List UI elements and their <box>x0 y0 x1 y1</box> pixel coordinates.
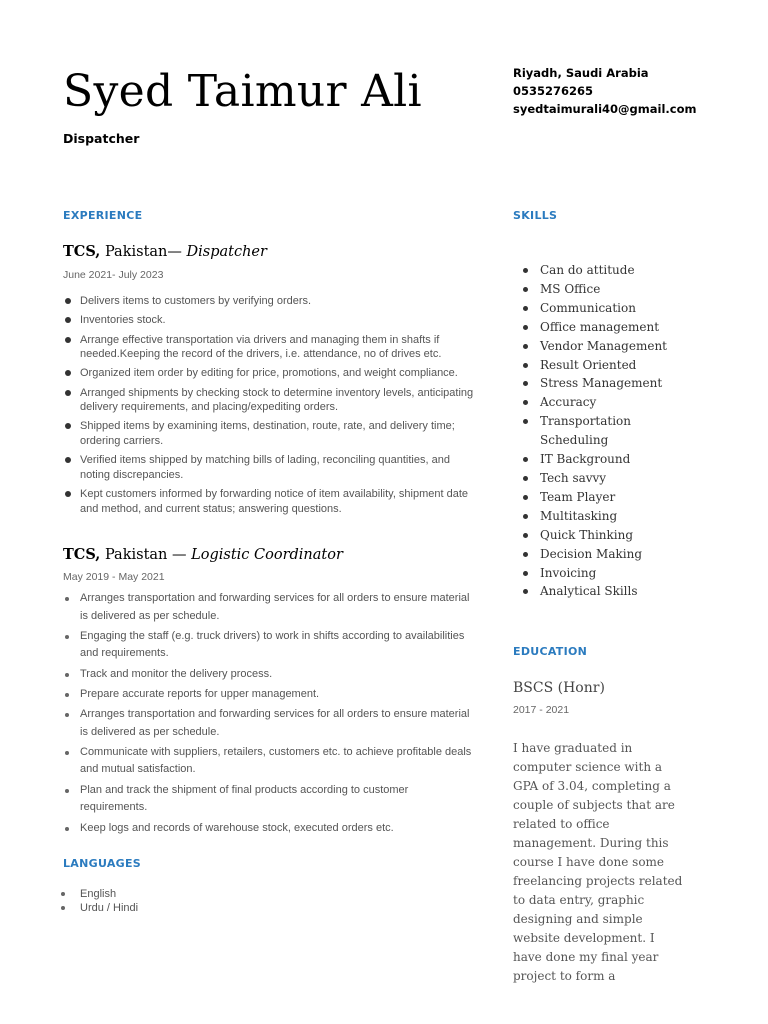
education-dates: 2017 - 2021 <box>513 704 570 716</box>
job-2-role: Logistic Coordinator <box>191 547 343 563</box>
list-item: Invoicing <box>513 564 688 583</box>
list-item: Inventories stock. <box>63 313 478 328</box>
job-2-duties <box>63 590 478 840</box>
list-item: Track and monitor the delivery process. <box>63 666 478 684</box>
skills-heading: SKILLS <box>513 209 558 222</box>
list-item: Communication <box>513 299 688 318</box>
experience-heading: EXPERIENCE <box>63 209 143 222</box>
list-item: Tech savvy <box>513 469 688 488</box>
job-1-dates: June 2021- July 2023 <box>63 269 164 281</box>
list-item: Office management <box>513 318 688 337</box>
list-item: Organized item order by editing for price, promotions, and weight compliance. <box>63 366 478 381</box>
list-item: Multitasking <box>513 507 688 526</box>
languages-heading: LANGUAGES <box>63 857 142 870</box>
languages-list <box>63 887 138 915</box>
list-item: Quick Thinking <box>513 526 688 545</box>
education-degree: BSCS (Honr) <box>513 680 605 696</box>
list-item: Accuracy <box>513 393 688 412</box>
list-item: Prepare accurate reports for upper management. <box>63 686 478 704</box>
list-item: IT Background <box>513 450 688 469</box>
list-item: Arranges transportation and forwarding services for all orders to ensure material is delivered as per schedule. <box>63 706 478 741</box>
list-item: Arrange effective transportation via drivers and managing them in shafts if needed.Keeping the record of the drivers, i.e. attendance, no of drives etc. <box>63 333 478 362</box>
list-item: Stress Management <box>513 374 688 393</box>
list-item: Vendor Management <box>513 337 688 356</box>
list-item: Result Oriented <box>513 356 688 375</box>
job-1-role: Dispatcher <box>186 244 267 260</box>
list-item: Urdu / Hindi <box>63 901 138 915</box>
list-item: Communicate with suppliers, retailers, customers etc. to achieve profitable deals and mutual satisfaction. <box>63 744 478 779</box>
job-2-title <box>63 546 343 563</box>
list-item: Verified items shipped by matching bills of lading, reconciling quantities, and noting discrepancies. <box>63 453 478 482</box>
list-item: Plan and track the shipment of final products according to customer requirements. <box>63 782 478 817</box>
candidate-name: Syed Taimur Ali <box>63 66 422 117</box>
education-description: I have graduated in computer science with a GPA of 3.04, completing a couple of subjects that are related to office management. During this course I have done some freelancing projects related to data entry, graphic designing and simple website development. I have done my final year project to form a <box>513 741 683 983</box>
list-item: English <box>63 887 138 901</box>
contact-email: syedtaimurali40@gmail.com <box>513 102 697 116</box>
list-item: Transportation Scheduling <box>513 412 650 450</box>
skills-list <box>513 261 688 601</box>
list-item: Engaging the staff (e.g. truck drivers) to work in shifts according to availabilities and requirements. <box>63 628 478 663</box>
job-2-location: Pakistan — <box>100 547 192 563</box>
job-1-duties <box>63 294 478 521</box>
list-item: Arranges transportation and forwarding services for all orders to ensure material is delivered as per schedule. <box>63 590 478 625</box>
job-2-dates: May 2019 - May 2021 <box>63 571 165 583</box>
contact-phone: 0535276265 <box>513 84 594 98</box>
job-title-heading: Dispatcher <box>63 131 140 146</box>
list-item: Can do attitude <box>513 261 688 280</box>
list-item: Analytical Skills <box>513 582 688 601</box>
list-item: Shipped items by examining items, destination, route, rate, and delivery time; ordering carriers. <box>63 419 478 448</box>
list-item: Keep logs and records of warehouse stock, executed orders etc. <box>63 820 478 838</box>
job-1-org: TCS, <box>63 243 101 260</box>
list-item: Delivers items to customers by verifying orders. <box>63 294 478 309</box>
job-1-title <box>63 243 267 260</box>
contact-location: Riyadh, Saudi Arabia <box>513 66 649 80</box>
education-heading: EDUCATION <box>513 645 588 658</box>
list-item: MS Office <box>513 280 688 299</box>
contact-block <box>513 64 697 118</box>
list-item: Kept customers informed by forwarding notice of item availability, shipment date and method, and current status; answering questions. <box>63 487 478 516</box>
list-item: Decision Making <box>513 545 688 564</box>
list-item: Arranged shipments by checking stock to determine inventory levels, anticipating delivery requirements, and placing/expediting orders. <box>63 386 478 415</box>
job-2-org: TCS, <box>63 546 101 563</box>
job-1-location: Pakistan— <box>100 244 187 260</box>
list-item: Team Player <box>513 488 688 507</box>
